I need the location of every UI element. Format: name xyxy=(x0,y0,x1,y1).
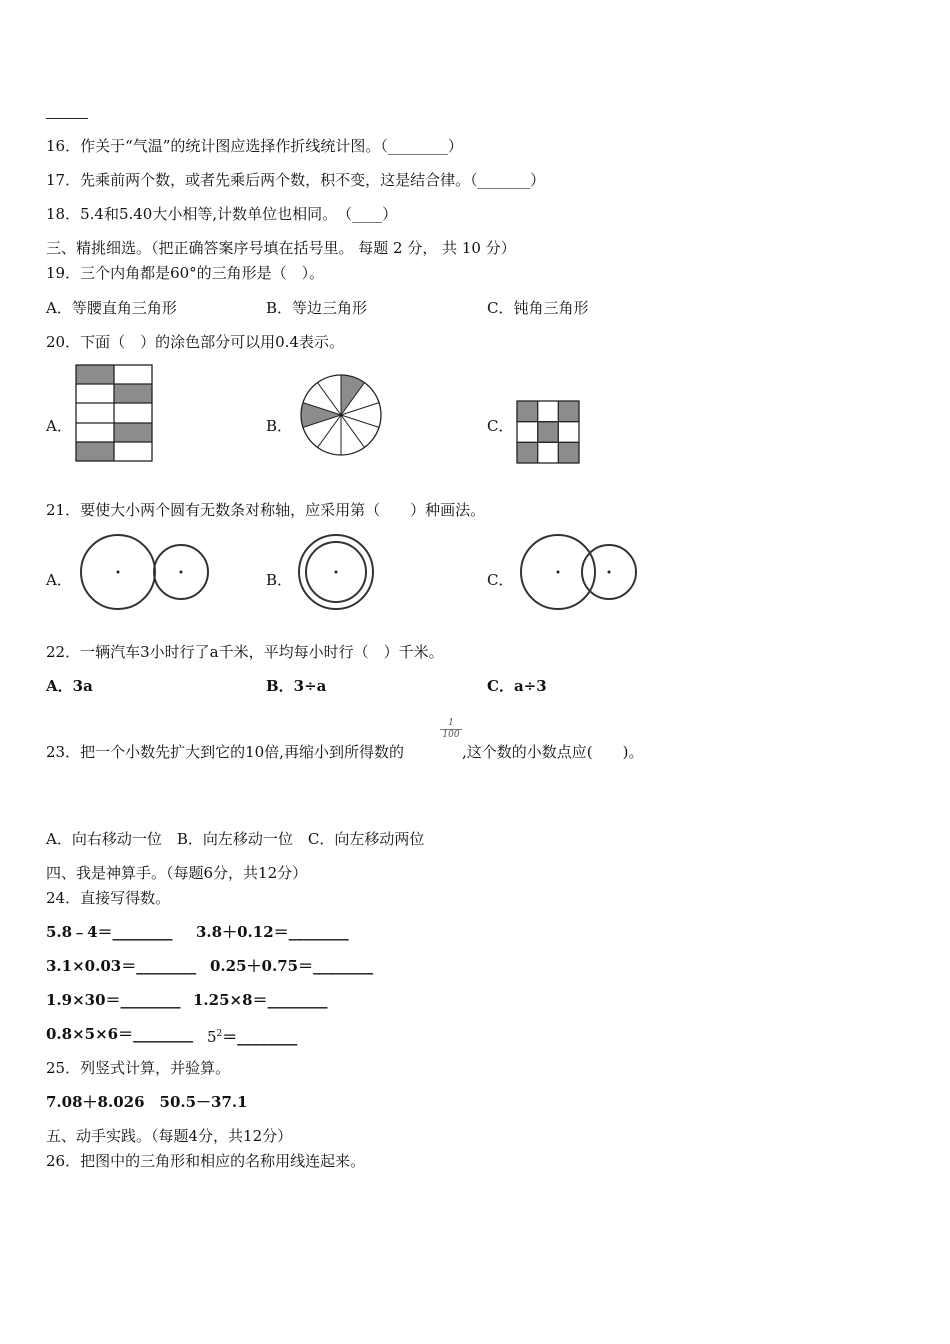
question-16: 16．作关于“气温”的统计图应选择作折线统计图。（________） xyxy=(46,137,463,155)
q20-circle-figure-b xyxy=(298,372,384,458)
section-4-heading: 四、我是神算手。（每题6分，共12分） xyxy=(46,864,308,882)
q21-circles-figure-a xyxy=(78,532,212,612)
q20-grid-figure-c xyxy=(516,400,580,464)
q21-circles-figure-b xyxy=(296,532,376,612)
question-20-stem: 20．下面（ ）的涂色部分可以用0.4表示。 xyxy=(46,333,344,351)
q23-fraction-denominator: 100 xyxy=(440,729,462,741)
question-19-stem: 19．三个内角都是60°的三角形是（ ）。 xyxy=(46,264,325,282)
q22-option-a: A．3a xyxy=(46,677,93,695)
q21-option-b: B． xyxy=(266,571,293,589)
q23-fraction-numerator: 1 xyxy=(448,718,454,728)
q21-option-c: C． xyxy=(487,571,514,589)
q25-expressions: 7.08＋8.026 50.5－37.1 xyxy=(46,1093,248,1111)
question-22-stem: 22．一辆汽车3小时行了a千米，平均每小时行（ ）千米。 xyxy=(46,643,444,661)
q22-option-b: B．3÷a xyxy=(266,677,327,695)
q23-options: A．向右移动一位 B．向左移动一位 C．向左移动两位 xyxy=(46,830,425,848)
q19-option-b: B．等边三角形 xyxy=(266,299,368,317)
q22-option-c: C．a÷3 xyxy=(487,677,547,695)
q20-grid-figure-a xyxy=(75,364,155,464)
q23-fraction xyxy=(440,718,462,741)
q24-row4-b-rest: ＝________ xyxy=(222,1028,298,1046)
q24-row4-b-base: 5 xyxy=(207,1028,217,1046)
q24-row4-a: 0.8×5×6＝________ xyxy=(46,1025,194,1043)
q20-option-b: B． xyxy=(266,417,293,435)
q20-option-a: A． xyxy=(46,417,72,435)
q21-circles-figure-c xyxy=(518,532,640,612)
question-24-stem: 24．直接写得数。 xyxy=(46,889,171,907)
q24-row2-a: 3.1×0.03＝________ xyxy=(46,957,197,975)
section-3-heading: 三、精挑细选。（把正确答案序号填在括号里。 每题 2 分， 共 10 分） xyxy=(46,239,516,257)
top-rule xyxy=(46,118,88,119)
question-21-stem: 21．要使大小两个圆有无数条对称轴，应采用第（ ）种画法。 xyxy=(46,501,486,519)
question-17: 17．先乘前两个数，或者先乘后两个数，积不变，这是结合律。（_______） xyxy=(46,171,546,189)
q24-row3-a: 1.9×30＝________ xyxy=(46,991,181,1009)
q24-row1-a: 5.8﹣4＝________ xyxy=(46,923,173,941)
section-5-heading: 五、动手实践。（每题4分，共12分） xyxy=(46,1127,293,1145)
q24-row4-b xyxy=(207,1024,297,1047)
q24-row3-b: 1.25×8＝________ xyxy=(193,991,328,1009)
q20-option-c: C． xyxy=(487,417,514,435)
question-26-stem: 26．把图中的三角形和相应的名称用线连起来。 xyxy=(46,1152,366,1170)
question-25-stem: 25．列竖式计算，并验算。 xyxy=(46,1059,231,1077)
question-23-stem-b: ,这个数的小数点应( )。 xyxy=(462,743,644,761)
q24-row2-b: 0.25＋0.75＝________ xyxy=(210,957,374,975)
q24-row1-b: 3.8＋0.12＝________ xyxy=(196,923,349,941)
question-18: 18．5.4和5.40大小相等,计数单位也相同。 （____） xyxy=(46,205,398,223)
q19-option-a: A．等腰直角三角形 xyxy=(46,299,177,317)
q24-row4-b-exponent: 2 xyxy=(216,1029,223,1039)
question-23-stem-a: 23．把一个小数先扩大到它的10倍,再缩小到所得数的 xyxy=(46,743,404,761)
q21-option-a: A． xyxy=(46,571,72,589)
q19-option-c: C．钝角三角形 xyxy=(487,299,589,317)
